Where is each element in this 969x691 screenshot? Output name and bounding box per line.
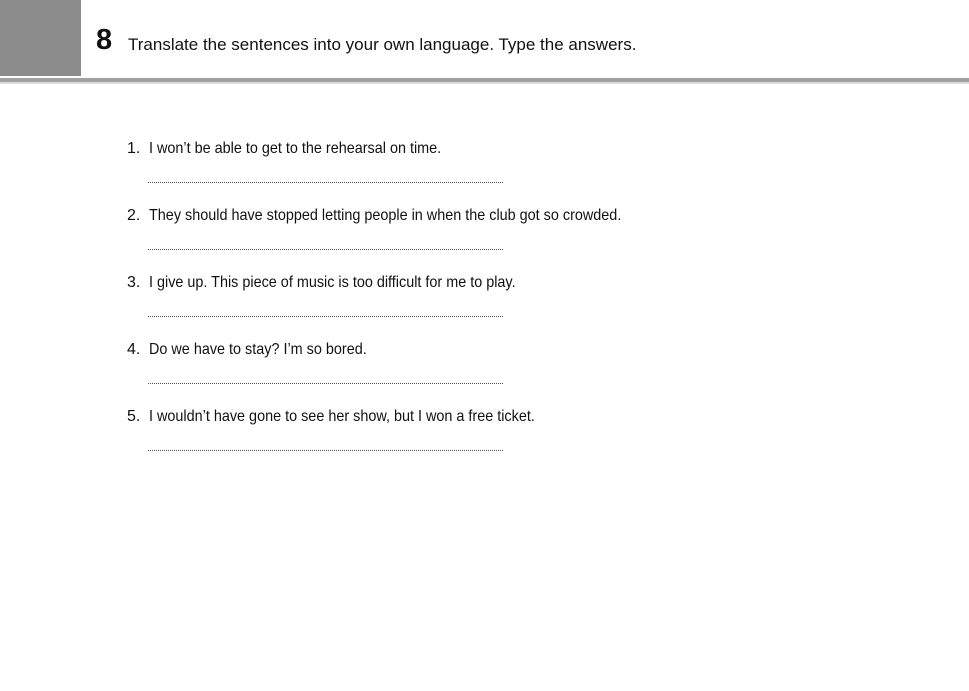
sentence-text: I won’t be able to get to the rehearsal on time. <box>149 140 442 157</box>
answer-input-2[interactable] <box>148 241 503 250</box>
sentence-number: 2. <box>127 207 141 224</box>
sentence-text: They should have stopped letting people in when the club got so crowded. <box>149 207 622 224</box>
sentence-item-1 <box>127 138 947 205</box>
answer-input-1[interactable] <box>148 174 503 183</box>
header-divider-shadow <box>0 82 969 84</box>
sentence-number: 4. <box>127 341 141 358</box>
answer-input-5[interactable] <box>148 442 503 451</box>
answer-input-3[interactable] <box>148 308 503 317</box>
exercise-header <box>0 0 969 76</box>
sentence-text: I give up. This piece of music is too difficult for me to play. <box>149 274 516 291</box>
sentence-item-2 <box>127 205 947 272</box>
sentence-list <box>127 138 947 473</box>
sentence-item-4 <box>127 339 947 406</box>
sentence-item-5 <box>127 406 947 473</box>
sentence-item-3 <box>127 272 947 339</box>
answer-input-4[interactable] <box>148 375 503 384</box>
sentence-number: 5. <box>127 408 141 425</box>
sentence-text: I wouldn’t have gone to see her show, but I won a free ticket. <box>149 408 535 425</box>
exercise-instruction: Translate the sentences into your own language. Type the answers. <box>128 35 637 54</box>
sentence-number: 3. <box>127 274 141 291</box>
exercise-number: 8 <box>96 24 113 56</box>
sentence-number: 1. <box>127 140 141 157</box>
header-color-block <box>0 0 81 76</box>
sentence-text: Do we have to stay? I’m so bored. <box>149 341 367 358</box>
